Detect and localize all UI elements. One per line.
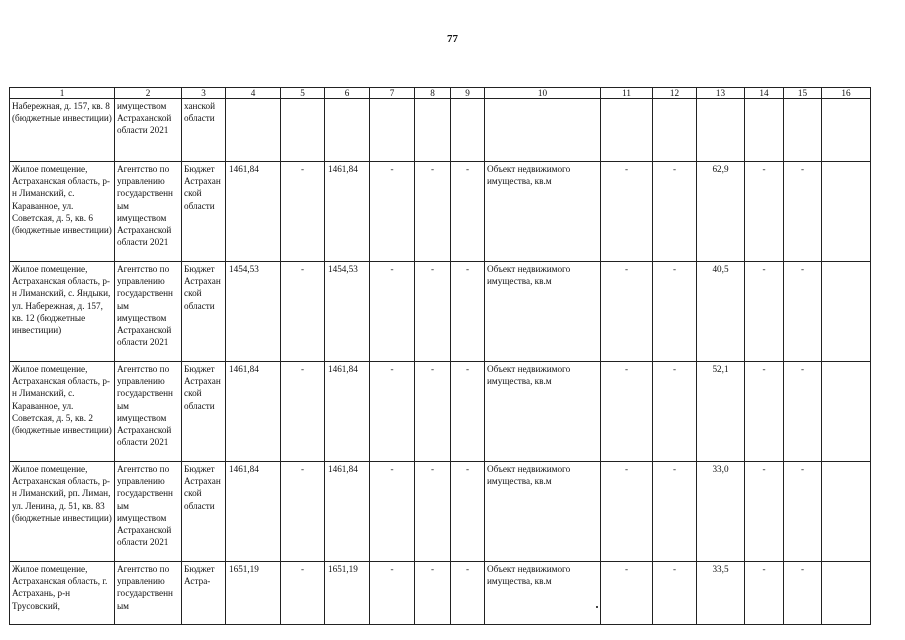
table-row: [10, 562, 871, 625]
area-cell: [697, 99, 745, 162]
value-cell: 1461,84: [325, 362, 370, 462]
column-header: 14: [745, 88, 784, 99]
value-cell: -: [281, 562, 325, 625]
value-cell: 1461,84: [226, 462, 281, 562]
value-cell: -: [601, 562, 653, 625]
value-cell: -: [451, 462, 485, 562]
value-cell: -: [370, 162, 415, 262]
area-cell: 33,5: [697, 562, 745, 625]
value-cell: [601, 99, 653, 162]
column-header: 12: [653, 88, 697, 99]
customer-cell: Агентство по управлению государственным имуществом Астраханской области 2021: [115, 362, 182, 462]
value-cell: 1454,53: [226, 262, 281, 362]
value-cell: 1461,84: [325, 462, 370, 562]
address-cell: Жилое помещение, Астраханская область, р-н Лиманский, с. Караванное, ул. Советская, д. 5, кв. 2 (бюджетные инвестиции): [10, 362, 115, 462]
value-cell: -: [653, 262, 697, 362]
area-cell: 52,1: [697, 362, 745, 462]
address-cell: Жилое помещение, Астраханская область, г. Астрахань, р-н Трусовский,: [10, 562, 115, 625]
value-cell: -: [415, 362, 451, 462]
value-cell: -: [451, 262, 485, 362]
value-cell: -: [451, 562, 485, 625]
column-header: 2: [115, 88, 182, 99]
column-header: 3: [182, 88, 226, 99]
value-cell: [822, 162, 871, 262]
customer-cell: Агентство по управлению государственным имуществом Астраханской области 2021: [115, 162, 182, 262]
value-cell: -: [415, 162, 451, 262]
value-cell: [822, 562, 871, 625]
address-cell: Набережная, д. 157, кв. 8 (бюджетные инвестиции): [10, 99, 115, 162]
value-cell: [653, 99, 697, 162]
table-row: [10, 162, 871, 262]
area-cell: 33,0: [697, 462, 745, 562]
value-cell: -: [370, 262, 415, 362]
value-cell: [822, 262, 871, 362]
value-cell: -: [415, 262, 451, 362]
value-cell: 1461,84: [226, 362, 281, 462]
value-cell: [822, 99, 871, 162]
value-cell: -: [415, 462, 451, 562]
value-cell: -: [745, 262, 784, 362]
object-cell: Объект недвижимого имущества, кв.м: [485, 462, 601, 562]
value-cell: -: [601, 362, 653, 462]
value-cell: [226, 99, 281, 162]
value-cell: -: [415, 562, 451, 625]
value-cell: [415, 99, 451, 162]
value-cell: -: [784, 562, 822, 625]
object-cell: [485, 99, 601, 162]
value-cell: 1461,84: [226, 162, 281, 262]
source-cell: ханской области: [182, 99, 226, 162]
object-cell: Объект недвижимого имущества, кв.м: [485, 362, 601, 462]
column-header: 8: [415, 88, 451, 99]
value-cell: -: [784, 262, 822, 362]
value-cell: -: [601, 262, 653, 362]
value-cell: 1454,53: [325, 262, 370, 362]
value-cell: [745, 99, 784, 162]
value-cell: -: [451, 162, 485, 262]
value-cell: -: [281, 462, 325, 562]
customer-cell: Агентство по управлению государственным: [115, 562, 182, 625]
column-header: 15: [784, 88, 822, 99]
address-cell: Жилое помещение, Астраханская область, р-н Лиманский, с. Караванное, ул. Советская, д. 5, кв. 6 (бюджетные инвестиции): [10, 162, 115, 262]
table-row: [10, 99, 871, 162]
value-cell: [784, 99, 822, 162]
value-cell: 1461,84: [325, 162, 370, 262]
header-row: [10, 88, 871, 99]
value-cell: -: [370, 462, 415, 562]
value-cell: -: [745, 362, 784, 462]
value-cell: -: [281, 262, 325, 362]
column-header: 4: [226, 88, 281, 99]
page-number: 77: [447, 33, 458, 45]
object-cell: Объект недвижимого имущества, кв.м: [485, 162, 601, 262]
source-cell: Бюджет Астра-: [182, 562, 226, 625]
value-cell: [822, 362, 871, 462]
value-cell: [325, 99, 370, 162]
source-cell: Бюджет Астраханской области: [182, 162, 226, 262]
document-table-container: [9, 87, 870, 611]
customer-cell: Агентство по управлению государственным имуществом Астраханской области 2021: [115, 262, 182, 362]
value-cell: -: [281, 162, 325, 262]
area-cell: 62,9: [697, 162, 745, 262]
column-header: 5: [281, 88, 325, 99]
value-cell: -: [653, 562, 697, 625]
object-cell: Объект недвижимого имущества, кв.м: [485, 562, 601, 625]
value-cell: -: [653, 362, 697, 462]
value-cell: -: [745, 562, 784, 625]
value-cell: 1651,19: [325, 562, 370, 625]
customer-cell: Агентство по управлению государственным имуществом Астраханской области 2021: [115, 462, 182, 562]
value-cell: -: [601, 162, 653, 262]
value-cell: -: [745, 462, 784, 562]
column-header: 11: [601, 88, 653, 99]
table-row: [10, 462, 871, 562]
value-cell: -: [601, 462, 653, 562]
address-cell: Жилое помещение, Астраханская область, р-н Лиманский, рп. Лиман, ул. Ленина, д. 51, кв. 83 (бюджетные инвестиции): [10, 462, 115, 562]
value-cell: -: [653, 462, 697, 562]
value-cell: [370, 99, 415, 162]
column-header: 1: [10, 88, 115, 99]
value-cell: [822, 462, 871, 562]
column-header: 13: [697, 88, 745, 99]
column-header: 10: [485, 88, 601, 99]
column-header: 9: [451, 88, 485, 99]
value-cell: 1651,19: [226, 562, 281, 625]
column-header: 7: [370, 88, 415, 99]
customer-cell: имуществом Астраханской области 2021: [115, 99, 182, 162]
object-cell: Объект недвижимого имущества, кв.м: [485, 262, 601, 362]
address-cell: Жилое помещение, Астраханская область, р-н Лиманский, с. Яндыки, ул. Набережная, д. 157, кв. 12 (бюджетные инвестиции): [10, 262, 115, 362]
property-table: [9, 87, 871, 625]
source-cell: Бюджет Астраханской области: [182, 362, 226, 462]
value-cell: -: [451, 362, 485, 462]
source-cell: Бюджет Астраханской области: [182, 262, 226, 362]
value-cell: -: [784, 462, 822, 562]
value-cell: -: [653, 162, 697, 262]
column-header: 16: [822, 88, 871, 99]
value-cell: -: [370, 562, 415, 625]
value-cell: -: [281, 362, 325, 462]
value-cell: [451, 99, 485, 162]
column-header: 6: [325, 88, 370, 99]
value-cell: -: [784, 362, 822, 462]
table-row: [10, 362, 871, 462]
value-cell: -: [370, 362, 415, 462]
area-cell: 40,5: [697, 262, 745, 362]
value-cell: -: [745, 162, 784, 262]
value-cell: [281, 99, 325, 162]
source-cell: Бюджет Астраханской области: [182, 462, 226, 562]
table-row: [10, 262, 871, 362]
scan-speck: [596, 606, 598, 608]
value-cell: -: [784, 162, 822, 262]
